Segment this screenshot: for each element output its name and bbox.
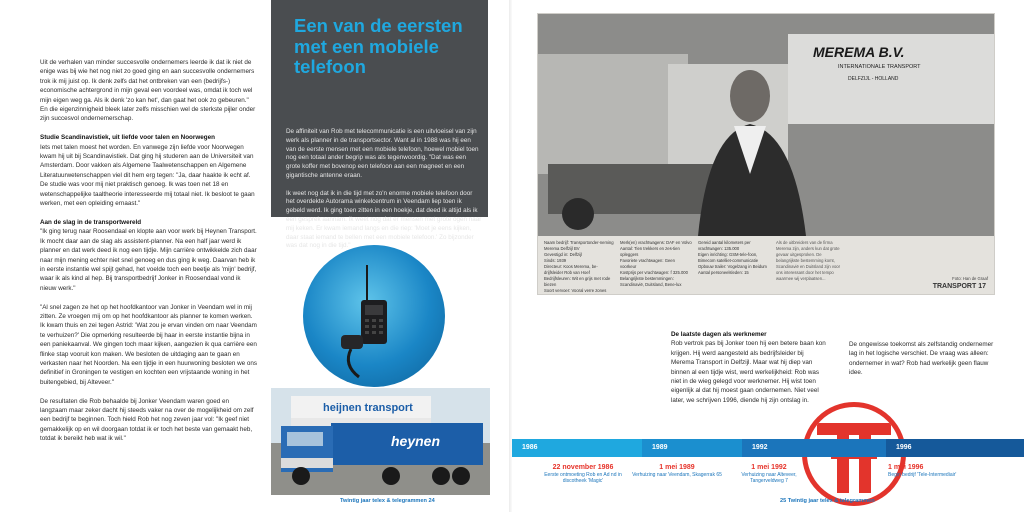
headline-intro bbox=[286, 128, 482, 260]
timeline-entry bbox=[888, 463, 978, 478]
transport-paragraph: "Al snel zagen ze het op het hoofdkantoor van Jonker in Veendam wel in mij zitten. Ze vroegen mij om op het hoofdkantoor als planner te komen werken. Ik kwam thuis en zei tegen Astrid: 'Wat zou je ervan vinden om naar Veendam te verhuizen?' Die opmerking resulteerde bij haar in eerste instantie bijna in een paniekaanval. We gingen toch maar kijken, aangezien ik qua carrière een flinke stap vooruit kon maken. We besloten de uitdaging aan te gaan en verkasten naar het Noorden. Na een tijdje in een huurwoning besloten we ons definitief in Groningen te vestigen en kochten een vrijstaande woning in het buitengebied, bij Altevеer." bbox=[40, 303, 258, 386]
clipping-caption: Foto: Han de Graaf bbox=[952, 276, 988, 281]
timeline-entry bbox=[538, 463, 628, 485]
timeline-text: Eerste ontmoeting Rob en Ad nd in discotheek 'Magic' bbox=[544, 472, 622, 485]
fact-line: Soort vervoer: Vooral verre zones bbox=[544, 288, 607, 293]
timeline-entry bbox=[632, 463, 722, 478]
timeline-bar bbox=[512, 439, 1024, 457]
clipping-article-snippet: Als de uitbreiders van de firma Merema zijn, anders kun dat grote gevaar uitgesproken. De belangrijkste bestemming komt, Scandinavië en Duitsland zijn voor ons interessant door het tempo waarmee wij verplaatsen... bbox=[776, 240, 841, 281]
timeline-text: Verhuizing naar Veendam, Skagerrak 65 bbox=[632, 472, 722, 478]
fact-line: Naam bedrijf: Transportonder-neming Merema Delfzijl BV bbox=[544, 240, 614, 251]
page-footer-left: Twintig jaar telex & telegrammen 24 bbox=[340, 498, 435, 504]
newspaper-clipping bbox=[537, 13, 995, 295]
left-text-column bbox=[40, 58, 258, 453]
page-footer-right: 25 Twintig jaar telex & telegrammen bbox=[780, 498, 875, 504]
intro-paragraph: Uit de verhalen van minder succesvolle ondernemers leerde ik dat ik niet de enige was bij wie het nog niet zo goed ging en aan succesvolle ondernemers trok ik mij juist op. Ik denk zelfs dat het ontbreken van een (bedrijfs-) economische achtergrond in mijn geval een voordeel was, omdat ik toch wel mijn eigen weg ga. Als ik denk 'zo kan het', dan gaat het ook zo gebeuren." En die eigenzinnigheid bleek later zelfs misschien wel de sterkste pijler onder zijn succesvol ondernemerschap. bbox=[40, 59, 256, 123]
timeline-year: 1996 bbox=[886, 439, 1024, 457]
intro-paragraph: De affiniteit van Rob met telecommunicatie is een uitvloeisel van zijn werk als planner in de transportsector. Want al in 1988 was hij een van de eerste mensen met een mobiele telefoon, hoewel mobiel toen nog een totaal ander begrip was als tegenwoordig. "Dat was een grote koffer met bovenop een telefoon aan een magneet en een gigantische antenne eraan. bbox=[286, 128, 479, 179]
fact-line: Aantal: Tien trekkers en zes-tien opleggers bbox=[620, 246, 680, 257]
fact-line: Directeur: Koos Merema, be-drijfsleider Rob van Hoef bbox=[544, 264, 598, 275]
section-text: Rob vertrok pas bij Jonker toen hij een betere baan kon krijgen. Hij werd aangesteld als bedrijfsleider bij Merema Transport in Delfzijl. Maar wat hij diep van binnen al een tijdje wist, werd werkelijkheid: Rob was niet in de wieg gelegd voor werknemer. Hij wist toen eigenlijk al dat hij moest gaan ondernemen. Niet veel later, we schrijven 1996, diende hij zijn ontslag in. bbox=[671, 340, 826, 404]
section-heading: Aan de slag in de transportwereld bbox=[40, 218, 142, 226]
heijnen-truck-photo bbox=[271, 388, 490, 495]
fact-line: Eigen inrichting: GSM-tele-foon, Bimecom satelliet-communicatie bbox=[698, 252, 759, 263]
timeline-year: 1986 bbox=[512, 439, 642, 457]
clipping-photo-drawing bbox=[538, 14, 995, 236]
fact-line: Aantal personeelsleden: 15 bbox=[698, 270, 749, 275]
clipping-facts-a bbox=[544, 240, 614, 294]
section-heading: Studie Scandinavistiek, uit liefde voor talen en Noorwegen bbox=[40, 134, 215, 142]
timeline-year: 1992 bbox=[742, 439, 804, 457]
timeline-date: 1 mei 1996 bbox=[888, 464, 924, 471]
section-transport-heading-wrap bbox=[40, 218, 258, 227]
fact-line: Kostprijs per vrachtwagen: f 325.000 bbox=[620, 270, 688, 275]
intro-paragraph: Ik weet nog dat ik in die tijd met zo'n enorme mobiele telefoon door het overdekte Autorama winkelcentrum in Veendam liep toen ik gebeld werd. Ik ging toen zitten in een hoekje, dat deed ik altijd als ik een gesprek aannam. Ik weet nog dat er mensen met grote ogen naar mij keken. Er kwam iemand langs en die riep: 'Moet je eens kijken, daar staat iemand te bellen met een mobiele telefoon.' Zo bijzonder was dat nog in die tijd." bbox=[286, 189, 482, 250]
fact-line: Sinds: 1939 bbox=[544, 258, 567, 263]
clipping-truck-brand: MEREMA B.V. bbox=[813, 44, 905, 60]
section-heading: De laatste dagen als werknemer bbox=[671, 331, 767, 338]
fact-line: Gereid aantal kilometers per vrachtwagen: 135.000 bbox=[698, 240, 751, 251]
truck-sign-text: heijnen transport bbox=[323, 402, 413, 414]
mobile-phone-photo bbox=[303, 245, 445, 387]
fact-line: Bedrijfsleuren: Wit en grijs met rode biezen bbox=[544, 276, 611, 287]
transport-paragraph: "Ik ging terug naar Roosendaal en klopte aan voor werk bij Heynen Transport. Ik mocht daar aan de slag als assistent-planner. Na een half jaar werd ik planner en dat werk deed ik nog een tijdje. Mijn carrière ontwikkelde zich daar naar mijn mening echter niet snel genoeg en dus ging ik weg. Daarvan heb ik in eerste instantie wel spijt gehad, het voelde toch een beetje als 'mijn' bedrijf, waar ik als kind al hep. Bij transportbedrijf Jonker in Roosendaal vond ik nieuw werk." bbox=[40, 228, 257, 292]
transport-paragraph: De resultaten die Rob behaalde bij Jonker Veendam waren goed en langzaam maar zeker dacht hij steeds vaker na over de mogelijkheid om zelf een bedrijf te beginnen. Toch hield Rob het nog zeven jaar vol: "Ik geef niet gemakkelijk op en wil doorgaan totdat ik er toch het beste van gemaakt heb, totdat ik bereikt heb wat ik wil." bbox=[40, 397, 254, 443]
timeline-gap bbox=[804, 439, 886, 457]
timeline-text: Verhuizing naar Altevеer, Tangerveldweg 7 bbox=[741, 472, 797, 485]
fact-line: Merk(en) vrachtwagens: DAF en Volvo bbox=[620, 240, 692, 245]
right-text-column-b: De ongewisse toekomst als zelfstandig ondernemer lag in het logische verschiet. De vraag was alleen: ondernemer in wat? Rob had werkelijk geen flauw idee. bbox=[849, 341, 994, 377]
fact-line: Belangrijkste bestemmingen: Scandinavië, Duitsland, Bene-lux bbox=[620, 276, 682, 287]
section-scandinavistiek bbox=[40, 133, 258, 208]
clipping-facts-b bbox=[620, 240, 692, 288]
timeline-date: 1 mei 1992 bbox=[751, 464, 787, 471]
clipping-stamp: TRANSPORT 17 bbox=[932, 283, 986, 290]
clipping-truck-city: DELFZIJL - HOLLAND bbox=[848, 76, 899, 82]
section-text: Iets met talen moest het worden. En vanwege zijn liefde voor Noorwegen kwam hij uit bij Scandinavistiek. Dat ging hij studeren aan de Universiteit van Amsterdam. Door vakken als Algemene Taalwetenschappen en Algemene Literatuurwetenschappen viel dit hem erg tegen: "Ja, daar haakte ik echt af. De studie was voor mij niet praktisch genoeg. Ik was toen net 18 en wetenschappelijke taaltheorie interesseerde mij totaal niet. Ik besloot te gaan werken, met een opleiding ernaast." bbox=[40, 143, 255, 208]
timeline-text: Begin bedrijf 'Tele-Intermediair' bbox=[888, 472, 957, 478]
fact-line: Gevestigd in: Delfzijl bbox=[544, 252, 582, 257]
truck-side-text: heynen bbox=[391, 433, 441, 449]
clipping-truck-sub: INTERNATIONALE TRANSPORT bbox=[838, 64, 921, 70]
timeline-entry bbox=[724, 463, 814, 485]
timeline-year: 1989 bbox=[642, 439, 742, 457]
phone-icon bbox=[303, 245, 445, 387]
right-text-column-a bbox=[671, 330, 826, 405]
page-headline: Een van de eersten met een mobiele telefoon bbox=[294, 15, 463, 77]
fact-line: Opbouw trailer: Vogelzang in Beidum bbox=[698, 264, 767, 269]
clipping-photo bbox=[538, 14, 995, 236]
timeline-date: 1 mei 1989 bbox=[659, 464, 695, 471]
fact-line: Favoriete vrachtwagen: Geen voorkeur bbox=[620, 258, 675, 269]
timeline-date: 22 november 1986 bbox=[552, 464, 614, 471]
clipping-facts-c bbox=[698, 240, 770, 276]
